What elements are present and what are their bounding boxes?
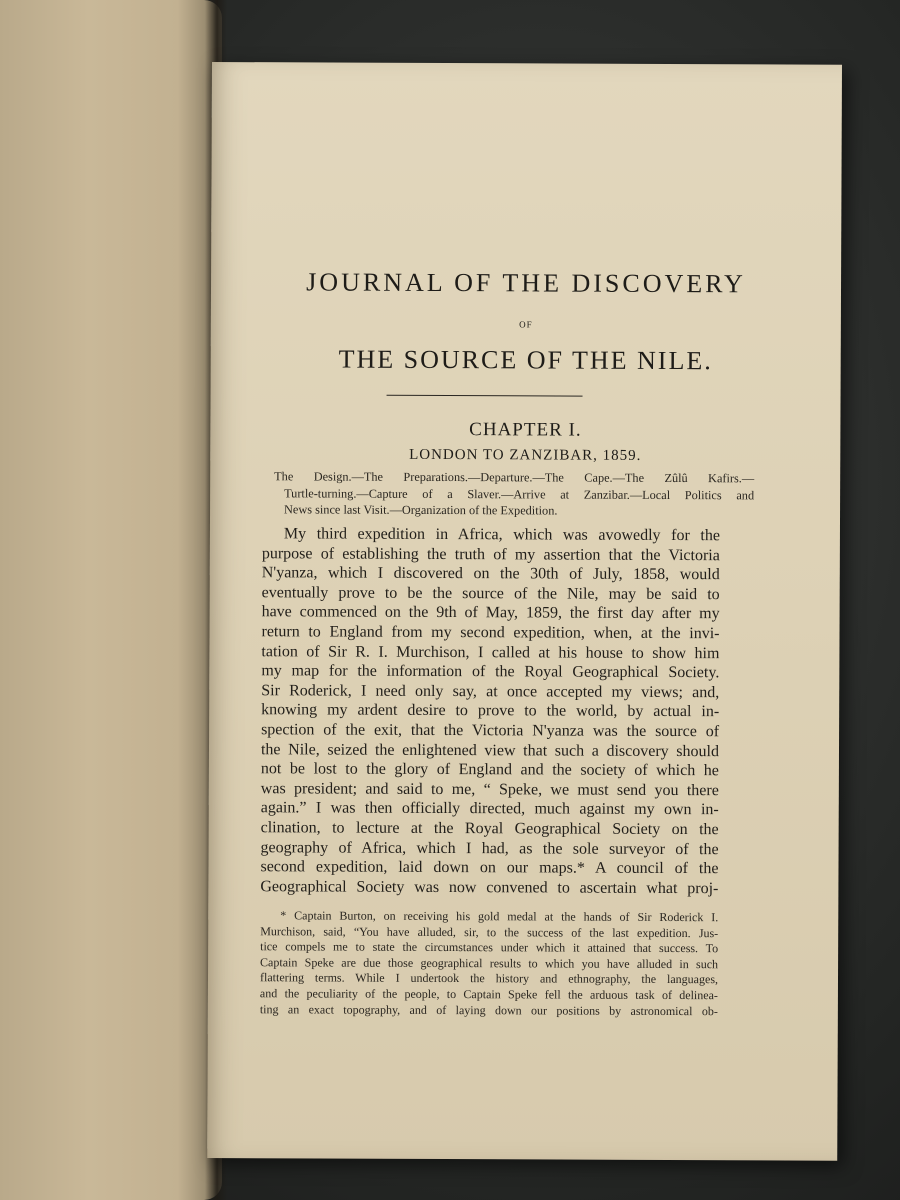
summary-line: Turtle-turning.—Capture of a Slaver.—Arrive at Zanzibar.—Local Politics and <box>284 485 755 502</box>
summary-line: The Design.—The Preparations.—Departure.—The Cape.—The Zûlû Kafirs.— <box>274 469 755 486</box>
body-line: knowing my ardent desire to prove to the world, by actual in- <box>261 701 720 721</box>
body-line: Sir Roderick, I need only say, at once accepted my views; and, <box>261 681 720 701</box>
footnote-line: Captain Speke are due those geographical results to which you have alluded in such <box>260 954 719 971</box>
footnote-line: and the peculiarity of the people, to Captain Speke fell the arduous task of delinea- <box>259 986 718 1003</box>
footnote-line: tice compels me to state the circumstances under which it attained that success. To <box>260 939 719 956</box>
left-page <box>0 0 222 1200</box>
body-line: Geographical Society was now convened to ascertain what proj- <box>260 877 719 897</box>
body-line: eventually prove to be the source of the Nile, may be said to <box>261 584 720 604</box>
body-line: My third expedition in Africa, which was avowedly for the <box>283 525 720 545</box>
book-page <box>207 62 842 1161</box>
title-rule <box>387 395 583 397</box>
body-line: purpose of establishing the truth of my assertion that the Victoria <box>261 544 720 564</box>
body-line: geography of Africa, which I had, as the sole surveyor of the <box>260 838 719 858</box>
chapter-summary <box>274 468 754 520</box>
footnote-line: Murchison, said, “You have alluded, sir, to the success of the last expedition. Jus- <box>260 923 719 940</box>
body-text <box>260 524 720 898</box>
footnote <box>260 908 718 1019</box>
footnote-line: flattering terms. While I undertook the history and ethnography, the languages, <box>259 970 719 987</box>
body-line: N'yanza, which I discovered on the 30th of July, 1858, would <box>261 564 720 584</box>
body-line: again.” I was then officially directed, much against my own in- <box>260 799 719 819</box>
footnote-line: * Captain Burton, on receiving his gold medal at the hands of Sir Roderick I. <box>280 908 719 925</box>
body-line: have commenced on the 9th of May, 1859, the first day after my <box>261 603 720 623</box>
footnote-line: ting an exact topography, and of laying down our positions by astronomical ob- <box>259 1001 718 1018</box>
body-line: the Nile, seized the enlightened view that such a discovery should <box>260 740 720 760</box>
title-line-2: THE SOURCE OF THE NILE. <box>338 344 713 376</box>
body-line: second expedition, laid down on our maps.* A council of the <box>260 858 719 878</box>
body-line: spection of the exit, that the Victoria N'yanza was the source of <box>261 721 720 741</box>
title-line-1: JOURNAL OF THE DISCOVERY <box>306 267 746 299</box>
body-line: my map for the information of the Royal Geographical Society. <box>261 662 720 682</box>
body-line: tation of Sir R. I. Murchison, I called at his house to show him <box>261 642 720 662</box>
chapter-heading: CHAPTER I. <box>469 419 582 441</box>
chapter-subtitle: LONDON TO ZANZIBAR, 1859. <box>409 446 642 464</box>
body-line: clination, to lecture at the Royal Geographical Society on the <box>260 819 719 839</box>
summary-line: News since last Visit.—Organization of the Expedition. <box>284 502 558 518</box>
title-of: OF <box>519 319 533 330</box>
body-line: return to England from my second expedition, when, at the invi- <box>261 623 720 643</box>
body-line: was president; and said to me, “ Speke, we must send you there <box>260 779 719 799</box>
body-line: not be lost to the glory of England and the society of which he <box>260 760 719 780</box>
